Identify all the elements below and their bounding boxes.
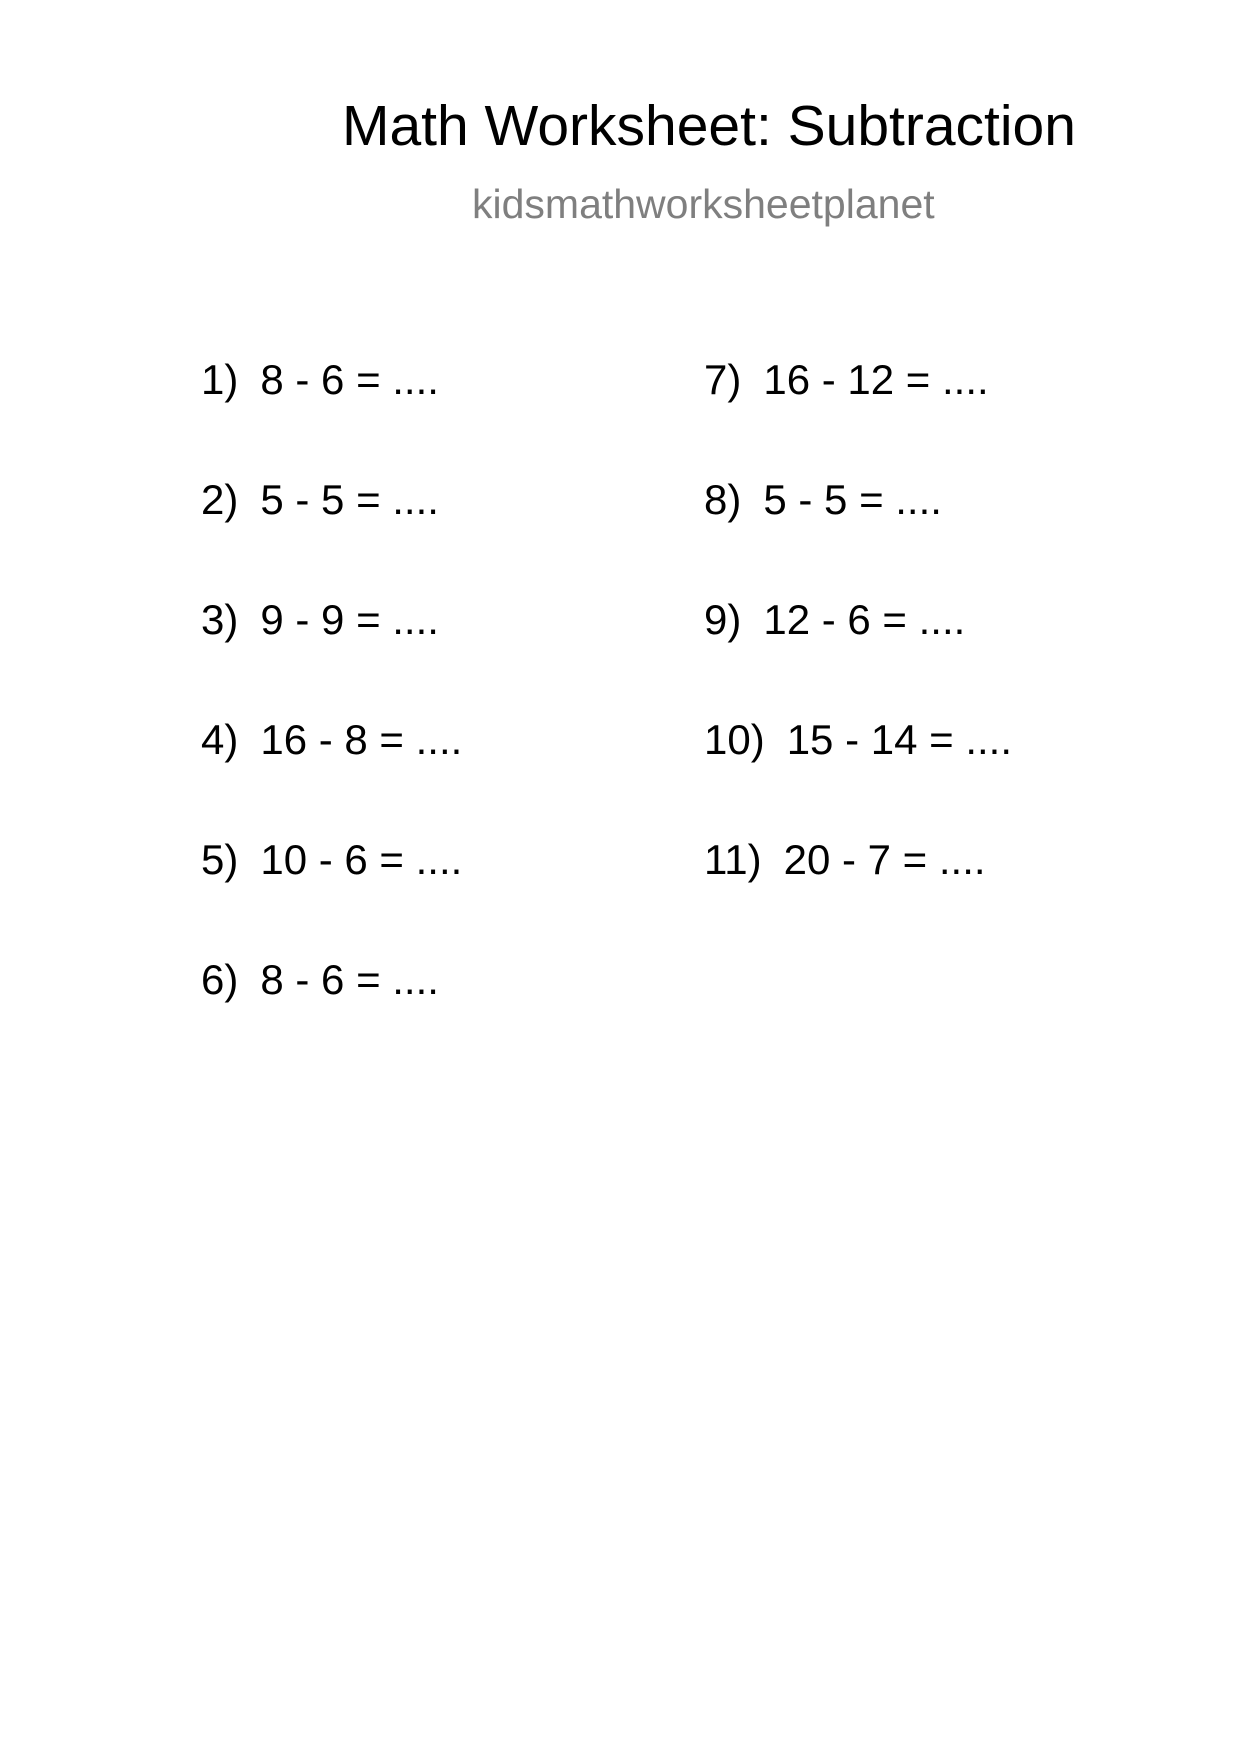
problem-item [704,476,942,523]
problem-number: 5) [201,836,239,883]
problem-item [201,476,439,523]
problem-number: 10) [704,716,765,763]
problem-expression: 16 - 8 = .... [260,716,463,763]
problem-expression: 5 - 5 = .... [260,476,439,523]
problem-item [201,956,439,1003]
problem-number: 9) [704,596,742,643]
problem-expression: 8 - 6 = .... [260,356,439,403]
problem-number: 4) [201,716,239,763]
problem-expression: 5 - 5 = .... [763,476,942,523]
page-subtitle: kidsmathworksheetplanet [472,181,935,227]
problem-number: 6) [201,956,239,1003]
problem-expression: 10 - 6 = .... [260,836,463,883]
problem-item [201,716,463,763]
problem-expression: 9 - 9 = .... [260,596,439,643]
problem-expression: 16 - 12 = .... [763,356,989,403]
problem-number: 1) [201,356,239,403]
problem-item [201,356,439,403]
problem-expression: 20 - 7 = .... [783,836,986,883]
problem-number: 7) [704,356,742,403]
problem-item [704,716,1013,763]
problem-number: 2) [201,476,239,523]
problem-item [704,836,986,883]
page-title: Math Worksheet: Subtraction [342,94,1076,158]
problem-number: 11) [704,836,762,883]
problem-number: 3) [201,596,239,643]
problem-item [704,596,966,643]
problem-expression: 8 - 6 = .... [260,956,439,1003]
problem-expression: 15 - 14 = .... [786,716,1013,763]
problem-item [201,596,439,643]
problem-item [704,356,989,403]
problem-item [201,836,463,883]
problem-number: 8) [704,476,742,523]
problem-expression: 12 - 6 = .... [763,596,966,643]
